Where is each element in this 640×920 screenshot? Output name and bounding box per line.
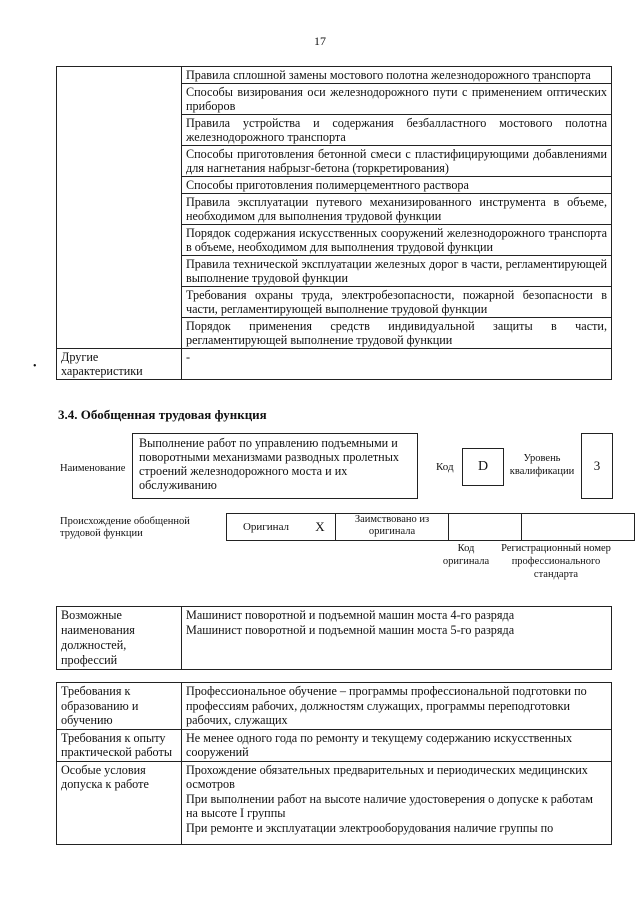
experience-label: Требования к опыту практической работы [57, 729, 182, 761]
origin-code-caption: Код оригинала [442, 543, 490, 567]
skill-cell: Правила сплошной замены мостового полотна железнодорожного транспорта [182, 67, 612, 84]
code-label: Код [436, 461, 454, 473]
other-characteristics-label: Другие характеристики [57, 349, 182, 380]
table-row [57, 607, 612, 670]
skills-table [56, 66, 612, 380]
section-heading: 3.4. Обобщенная трудовая функция [58, 407, 267, 422]
possible-names-label: Возможные наименования должностей, профессий [57, 607, 182, 670]
skill-cell: Требования охраны труда, электробезопасности, пожарной безопасности в части, регламентирующей выполнение трудовой функции [182, 287, 612, 318]
skill-cell: Порядок содержания искусственных сооружений железнодорожного транспорта в объеме, необходимом для выполнения трудовой функции [182, 225, 612, 256]
table-row [57, 349, 612, 380]
condition-line: При ремонте и эксплуатации электрооборудования наличие группы по [186, 820, 554, 835]
qualification-level-label: Уровень квалификации [509, 453, 575, 477]
position-name: Машинист поворотной и подъемной машин моста 5-го разряда [186, 623, 515, 637]
origin-reg-cell [522, 514, 635, 541]
skill-cell: Способы визирования оси железнодорожного пути с применением оптических приборов [182, 84, 612, 115]
table-row [57, 729, 612, 761]
table-row [57, 67, 612, 84]
skill-cell: Правила технической эксплуатации железных дорог в части, регламентирующей выполнение трудовой функции [182, 256, 612, 287]
experience-value: Не менее одного года по ремонту и текущему содержанию искусственных сооружений [182, 729, 612, 761]
function-name-box: Выполнение работ по управлению подъемными и поворотными механизмами разводных пролетных строений железнодорожного моста и их обслуживанию [132, 433, 418, 499]
origin-label: Происхождение обобщенной трудовой функции [60, 516, 190, 539]
skill-cell: Правила эксплуатации путевого механизированного инструмента в объеме, необходимом для выполнения трудовой функции [182, 194, 612, 225]
origin-code-cell [449, 514, 522, 541]
code-value-box: D [462, 448, 504, 486]
possible-names-table [56, 606, 612, 670]
education-label: Требования к образованию и обучению [57, 683, 182, 730]
skill-cell: Способы приготовления полимерцементного раствора [182, 177, 612, 194]
origin-reg-caption: Регистрационный номер профессионального стандарта [501, 543, 611, 580]
skill-cell: Правила устройства и содержания безбалластного мостового полотна железнодорожного транспорта [182, 115, 612, 146]
requirements-table [56, 682, 612, 845]
conditions-label: Особые условия допуска к работе [57, 761, 182, 844]
margin-mark: • [33, 361, 37, 372]
table-row [57, 761, 612, 844]
original-mark: X [305, 514, 336, 541]
condition-line: Прохождение обязательных предварительных и периодических медицинских осмотров [186, 762, 588, 791]
borrowed-label: Заимствовано из оригинала [336, 514, 449, 541]
naming-label: Наименование [60, 463, 126, 474]
condition-line: При выполнении работ на высоте наличие удостоверения о допуске к работам на высоте I группы [186, 791, 593, 820]
other-characteristics-value: - [182, 349, 612, 380]
table-row [57, 683, 612, 730]
origin-table [226, 513, 635, 541]
skill-cell: Порядок применения средств индивидуальной защиты в части, регламентирующей выполнение трудовой функции [182, 318, 612, 349]
left-empty-cell [57, 67, 182, 349]
table-row [227, 514, 635, 541]
qualification-level-box: 3 [581, 433, 613, 499]
position-name: Машинист поворотной и подъемной машин моста 4-го разряда [186, 608, 515, 622]
original-label: Оригинал [227, 514, 306, 541]
skill-cell: Способы приготовления бетонной смеси с пластифицирующими добавлениями для нагнетания набрызг-бетона (торкретирования) [182, 146, 612, 177]
education-value: Профессиональное обучение – программы профессиональной подготовки по профессиям рабочих, должностям служащих, программы переподготовки рабочих, служащих [182, 683, 612, 730]
page-number: 17 [314, 34, 326, 48]
conditions-value [182, 761, 612, 844]
possible-names-value [182, 607, 612, 670]
